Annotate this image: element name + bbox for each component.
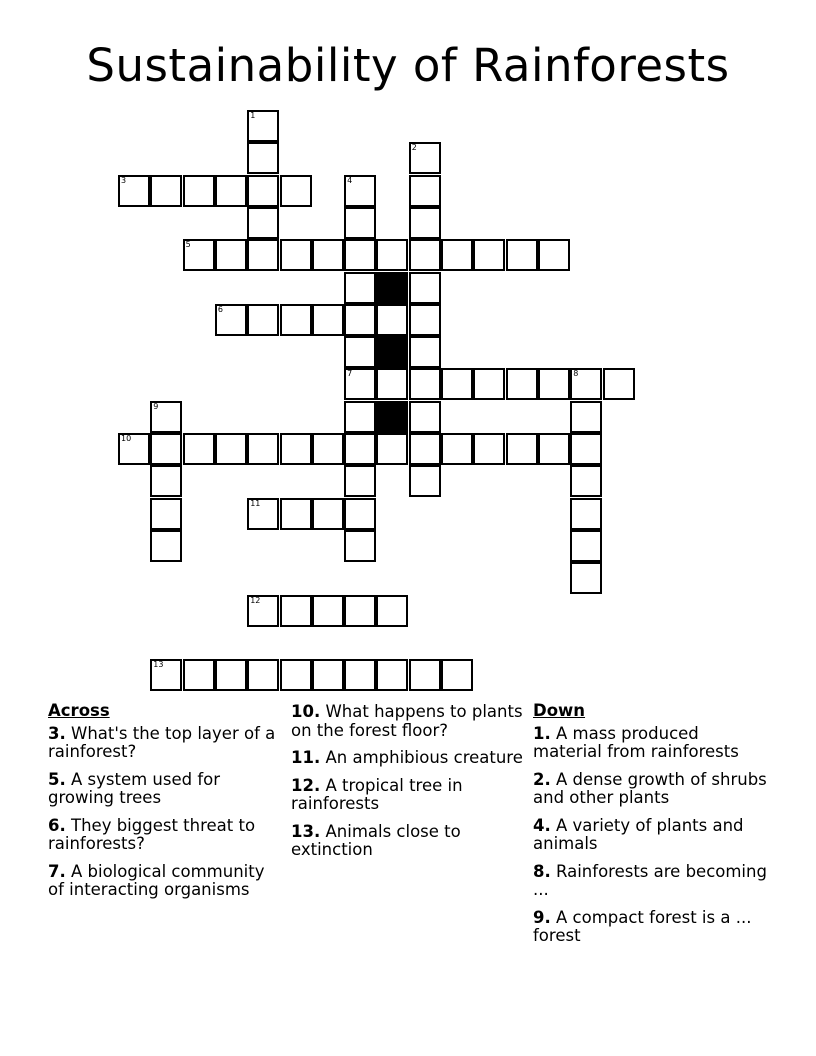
grid-cell[interactable] xyxy=(570,465,602,497)
clue-number: 13. xyxy=(291,821,321,841)
grid-cell[interactable] xyxy=(409,272,441,304)
clue-number: 10. xyxy=(291,702,321,721)
grid-cell[interactable] xyxy=(183,433,215,465)
puzzle-title: Sustainability of Rainforests xyxy=(86,39,730,92)
clue-number: 7. xyxy=(48,861,66,881)
grid-cell[interactable] xyxy=(247,659,279,691)
grid-cell[interactable] xyxy=(603,368,635,400)
grid-cell[interactable] xyxy=(215,304,247,336)
grid-cell[interactable] xyxy=(247,110,279,142)
grid-cell[interactable] xyxy=(376,595,408,627)
clue-down-9 xyxy=(533,909,768,946)
grid-cell[interactable] xyxy=(376,659,408,691)
clue-text: A variety of plants and animals xyxy=(533,815,744,853)
clue-number: 11. xyxy=(291,748,321,767)
across-clues-col1 xyxy=(48,702,283,909)
clue-across-7 xyxy=(48,863,283,900)
grid-cell[interactable] xyxy=(506,239,538,271)
clue-down-8 xyxy=(533,863,768,900)
clue-number-label: 9 xyxy=(153,401,159,411)
clue-number: 5. xyxy=(48,769,66,789)
grid-cell[interactable] xyxy=(506,433,538,465)
clue-down-4 xyxy=(533,817,768,854)
grid-block xyxy=(376,272,408,304)
grid-cell[interactable] xyxy=(215,659,247,691)
clue-text: What happens to plants on the forest floor? xyxy=(291,702,523,740)
grid-cell[interactable] xyxy=(280,595,312,627)
across-clues-col2 xyxy=(291,703,526,869)
grid-cell[interactable] xyxy=(376,304,408,336)
grid-cell[interactable] xyxy=(409,659,441,691)
grid-cell[interactable] xyxy=(570,433,602,465)
clue-number-label: 4 xyxy=(347,175,353,185)
grid-cell[interactable] xyxy=(215,175,247,207)
grid-cell[interactable] xyxy=(344,659,376,691)
grid-cell[interactable] xyxy=(538,368,570,400)
grid-cell[interactable] xyxy=(409,175,441,207)
grid-block xyxy=(376,401,408,433)
grid-cell[interactable] xyxy=(344,530,376,562)
grid-cell[interactable] xyxy=(570,530,602,562)
clue-text: A compact forest is a ... forest xyxy=(533,907,752,945)
grid-cell[interactable] xyxy=(538,433,570,465)
grid-cell[interactable] xyxy=(247,595,279,627)
clue-text: A dense growth of shrubs and other plants xyxy=(533,769,767,807)
grid-cell[interactable] xyxy=(409,304,441,336)
grid-cell[interactable] xyxy=(344,595,376,627)
grid-cell[interactable] xyxy=(312,595,344,627)
grid-cell[interactable] xyxy=(247,207,279,239)
grid-block xyxy=(376,336,408,368)
grid-cell[interactable] xyxy=(344,239,376,271)
grid-cell[interactable] xyxy=(344,368,376,400)
grid-cell[interactable] xyxy=(150,401,182,433)
clue-number-label: 10 xyxy=(121,434,132,443)
grid-cell[interactable] xyxy=(312,659,344,691)
grid-cell[interactable] xyxy=(344,175,376,207)
grid-cell[interactable] xyxy=(247,304,279,336)
grid-cell[interactable] xyxy=(570,401,602,433)
grid-cell[interactable] xyxy=(150,175,182,207)
clue-number: 6. xyxy=(48,815,66,835)
clue-number-label: 2 xyxy=(411,143,417,153)
grid-cell[interactable] xyxy=(376,433,408,465)
grid-cell[interactable] xyxy=(344,304,376,336)
grid-cell[interactable] xyxy=(312,239,344,271)
grid-cell[interactable] xyxy=(280,175,312,207)
grid-cell[interactable] xyxy=(183,175,215,207)
clue-across-12 xyxy=(291,777,526,814)
grid-cell[interactable] xyxy=(150,433,182,465)
clue-text: Animals close to extinction xyxy=(291,821,461,859)
clue-number-label: 3 xyxy=(121,175,127,185)
down-heading: Down xyxy=(533,701,586,720)
grid-cell[interactable] xyxy=(150,498,182,530)
grid-cell[interactable] xyxy=(538,239,570,271)
clue-number-label: 11 xyxy=(250,498,261,508)
clue-text: Rainforests are becoming ... xyxy=(533,861,767,899)
clue-across-13 xyxy=(291,823,526,860)
grid-cell[interactable] xyxy=(344,207,376,239)
clue-across-10 xyxy=(291,703,526,740)
grid-cell[interactable] xyxy=(247,433,279,465)
clue-number: 3. xyxy=(48,723,66,743)
clue-across-11 xyxy=(291,749,526,768)
grid-cell[interactable] xyxy=(473,368,505,400)
grid-cell[interactable] xyxy=(118,175,150,207)
grid-cell[interactable] xyxy=(344,401,376,433)
clue-number: 8. xyxy=(533,861,551,881)
clue-down-2 xyxy=(533,771,768,808)
clue-number-label: 5 xyxy=(185,240,191,250)
grid-cell[interactable] xyxy=(376,239,408,271)
grid-cell[interactable] xyxy=(376,368,408,400)
clue-text: A system used for growing trees xyxy=(48,769,221,807)
grid-cell[interactable] xyxy=(312,304,344,336)
grid-cell[interactable] xyxy=(506,368,538,400)
grid-cell[interactable] xyxy=(344,433,376,465)
grid-cell[interactable] xyxy=(247,239,279,271)
grid-cell[interactable] xyxy=(312,433,344,465)
clue-down-1 xyxy=(533,725,768,762)
grid-cell[interactable] xyxy=(150,530,182,562)
grid-cell[interactable] xyxy=(344,336,376,368)
across-heading: Across xyxy=(48,701,110,720)
grid-cell[interactable] xyxy=(409,207,441,239)
grid-cell[interactable] xyxy=(280,498,312,530)
clue-text: They biggest threat to rainforests? xyxy=(48,815,256,853)
grid-cell[interactable] xyxy=(409,433,441,465)
grid-cell[interactable] xyxy=(473,239,505,271)
clue-number-label: 12 xyxy=(250,595,261,605)
clue-text: A tropical tree in rainforests xyxy=(291,775,463,813)
grid-cell[interactable] xyxy=(441,659,473,691)
clue-text: An amphibious creature xyxy=(325,748,523,767)
grid-cell[interactable] xyxy=(118,433,150,465)
clue-number: 1. xyxy=(533,723,551,743)
clue-number-label: 8 xyxy=(573,369,579,379)
grid-cell[interactable] xyxy=(409,142,441,174)
grid-cell[interactable] xyxy=(150,659,182,691)
clue-number: 12. xyxy=(291,775,321,795)
grid-cell[interactable] xyxy=(183,239,215,271)
grid-cell[interactable] xyxy=(344,498,376,530)
grid-cell[interactable] xyxy=(247,175,279,207)
clue-number: 2. xyxy=(533,769,551,789)
grid-cell[interactable] xyxy=(344,272,376,304)
clue-number-label: 7 xyxy=(347,369,353,379)
clue-number-label: 1 xyxy=(250,111,256,120)
grid-cell[interactable] xyxy=(280,433,312,465)
grid-cell[interactable] xyxy=(409,465,441,497)
grid-cell[interactable] xyxy=(280,659,312,691)
clue-number-label: 13 xyxy=(153,660,164,670)
clue-across-3 xyxy=(48,725,283,762)
clue-number-label: 6 xyxy=(217,304,223,314)
down-clues-col xyxy=(533,702,768,955)
grid-cell[interactable] xyxy=(280,239,312,271)
grid-cell[interactable] xyxy=(150,465,182,497)
clue-across-6 xyxy=(48,817,283,854)
clue-across-5 xyxy=(48,771,283,808)
grid-cell[interactable] xyxy=(409,368,441,400)
clue-text: What's the top layer of a rainforest? xyxy=(48,723,276,761)
grid-cell[interactable] xyxy=(247,142,279,174)
clue-number: 9. xyxy=(533,907,551,927)
grid-cell[interactable] xyxy=(247,498,279,530)
grid-cell[interactable] xyxy=(280,304,312,336)
grid-cell[interactable] xyxy=(473,433,505,465)
grid-cell[interactable] xyxy=(215,239,247,271)
grid-cell[interactable] xyxy=(570,562,602,594)
grid-cell[interactable] xyxy=(441,368,473,400)
clue-text: A biological community of interacting organisms xyxy=(48,861,265,899)
grid-cell[interactable] xyxy=(570,368,602,400)
grid-cell[interactable] xyxy=(409,239,441,271)
grid-cell[interactable] xyxy=(441,433,473,465)
clue-number: 4. xyxy=(533,815,551,835)
grid-cell[interactable] xyxy=(215,433,247,465)
clue-text: A mass produced material from rainforests xyxy=(533,723,739,761)
grid-cell[interactable] xyxy=(183,659,215,691)
grid-cell[interactable] xyxy=(570,498,602,530)
grid-cell[interactable] xyxy=(344,465,376,497)
grid-cell[interactable] xyxy=(441,239,473,271)
grid-cell[interactable] xyxy=(312,498,344,530)
grid-cell[interactable] xyxy=(409,401,441,433)
grid-cell[interactable] xyxy=(409,336,441,368)
